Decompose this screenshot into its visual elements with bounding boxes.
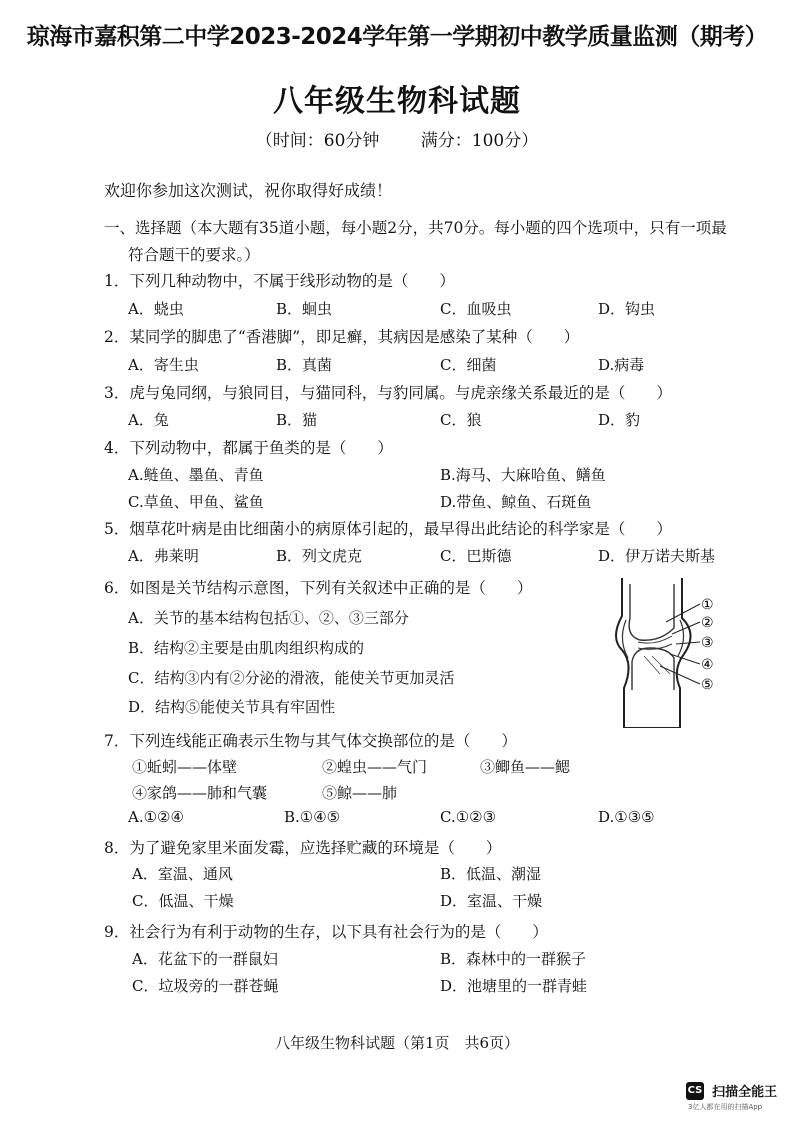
exam-title: 八年级生物科试题 xyxy=(273,84,521,119)
figure-label-5: ⑤ xyxy=(701,677,714,693)
q7-pair-1: ①蚯蚓——体壁 xyxy=(132,758,238,776)
q4-option-c: C.草鱼、甲鱼、鲨鱼 xyxy=(128,493,264,511)
section-line-2: 符合题干的要求。） xyxy=(128,246,260,264)
q5-option-b: B．列文虎克 xyxy=(276,547,363,565)
q8-option-a: A．室温、通风 xyxy=(132,865,233,883)
q1-option-d: D．钩虫 xyxy=(598,300,656,318)
figure-label-2: ② xyxy=(701,615,714,631)
question-8: 8．为了避免家里米面发霉，应选择贮藏的环境是（ ） xyxy=(104,839,502,857)
figure-label-1: ① xyxy=(701,597,714,613)
q3-option-a: A．兔 xyxy=(128,411,169,429)
exam-time: （时间：60分钟 xyxy=(255,131,380,151)
q9-option-c: C．垃圾旁的一群苍蝇 xyxy=(132,977,279,995)
q5-option-c: C．巴斯德 xyxy=(440,547,512,565)
question-9: 9．社会行为有利于动物的生存，以下具有社会行为的是（ ） xyxy=(104,923,548,941)
figure-label-4: ④ xyxy=(701,657,714,673)
q8-option-d: D．室温、干燥 xyxy=(440,892,543,910)
question-6: 6．如图是关节结构示意图，下列有关叙述中正确的是（ ） xyxy=(104,579,533,597)
q2-option-c: C．细菌 xyxy=(440,356,497,374)
q6-option-a: A．关节的基本结构包括①、②、③三部分 xyxy=(128,609,409,627)
q1-option-a: A．蛲虫 xyxy=(128,300,184,318)
q4-option-a: A.鲢鱼、墨鱼、青鱼 xyxy=(128,466,264,484)
q3-option-b: B．猫 xyxy=(276,411,318,429)
q2-option-a: A．寄生虫 xyxy=(128,356,199,374)
exam-info xyxy=(0,126,794,151)
figure-label-3: ③ xyxy=(701,635,714,651)
q6-option-b: B．结构②主要是由肌肉组织构成的 xyxy=(128,639,365,657)
q3-option-d: D．豹 xyxy=(598,411,641,429)
q5-option-a: A．弗莱明 xyxy=(128,547,199,565)
q9-option-d: D．池塘里的一群青蛙 xyxy=(440,977,588,995)
q2-option-d: D.病毒 xyxy=(598,356,645,374)
welcome-text: 欢迎你参加这次测试，祝你取得好成绩！ xyxy=(104,181,393,200)
scanner-logo-icon: CS xyxy=(686,1082,704,1100)
scanner-watermark xyxy=(686,1080,777,1112)
question-4: 4．下列动物中，都属于鱼类的是（ ） xyxy=(104,439,393,457)
q7-pair-3: ③鲫鱼——鳃 xyxy=(480,758,571,776)
q7-option-b: B.①④⑤ xyxy=(284,808,341,826)
q5-option-d: D．伊万诺夫斯基 xyxy=(598,547,716,565)
school-header: 琼海市嘉积第二中学2023-2024学年第一学期初中教学质量监测（期考） xyxy=(26,24,768,50)
q7-option-a: A.①②④ xyxy=(128,808,184,826)
question-1: 1．下列几种动物中，不属于线形动物的是（ ） xyxy=(104,272,455,290)
exam-score: 满分：100分） xyxy=(420,131,539,151)
q7-option-d: D.①③⑤ xyxy=(598,808,655,826)
q1-option-b: B．蛔虫 xyxy=(276,300,333,318)
question-5: 5．烟草花叶病是由比细菌小的病原体引起的，最早得出此结论的科学家是（ ） xyxy=(104,520,672,538)
q7-pair-5: ⑤鲸——肺 xyxy=(322,784,398,802)
q3-option-c: C．狼 xyxy=(440,411,482,429)
q4-option-d: D.带鱼、鲸鱼、石斑鱼 xyxy=(440,493,592,511)
q7-option-c: C.①②③ xyxy=(440,808,497,826)
q4-option-b: B.海马、大麻哈鱼、鳝鱼 xyxy=(440,466,606,484)
scanner-app-name: 扫描全能王 xyxy=(712,1085,778,1100)
q7-pair-2: ②蝗虫——气门 xyxy=(322,758,428,776)
q9-option-a: A．花盆下的一群鼠妇 xyxy=(132,950,278,968)
q2-option-b: B．真菌 xyxy=(276,356,333,374)
q8-option-b: B．低温、潮湿 xyxy=(440,865,542,883)
q6-option-d: D．结构⑤能使关节具有牢固性 xyxy=(128,698,336,716)
joint-structure-figure xyxy=(600,578,720,728)
q6-option-c: C．结构③内有②分泌的滑液，能使关节更加灵活 xyxy=(128,669,455,687)
q9-option-b: B．森林中的一群猴子 xyxy=(440,950,587,968)
question-7: 7．下列连线能正确表示生物与其气体交换部位的是（ ） xyxy=(104,732,517,750)
scanner-tagline: 3亿人都在用的扫描App xyxy=(688,1103,763,1111)
question-2: 2．某同学的脚患了“香港脚”，即足癣，其病因是感染了某种（ ） xyxy=(104,328,580,346)
question-3: 3．虎与兔同纲，与狼同目，与猫同科，与豹同属。与虎亲缘关系最近的是（ ） xyxy=(104,384,672,402)
q7-pair-4: ④家鸽——肺和气囊 xyxy=(132,784,268,802)
q8-option-c: C．低温、干燥 xyxy=(132,892,234,910)
page-footer: 八年级生物科试题（第1页 共6页） xyxy=(274,1034,520,1052)
q1-option-c: C．血吸虫 xyxy=(440,300,512,318)
section-line-1: 一、选择题（本大题有35道小题，每小题2分，共70分。每小题的四个选项中，只有一项最 xyxy=(104,219,727,237)
section-heading xyxy=(104,215,764,269)
